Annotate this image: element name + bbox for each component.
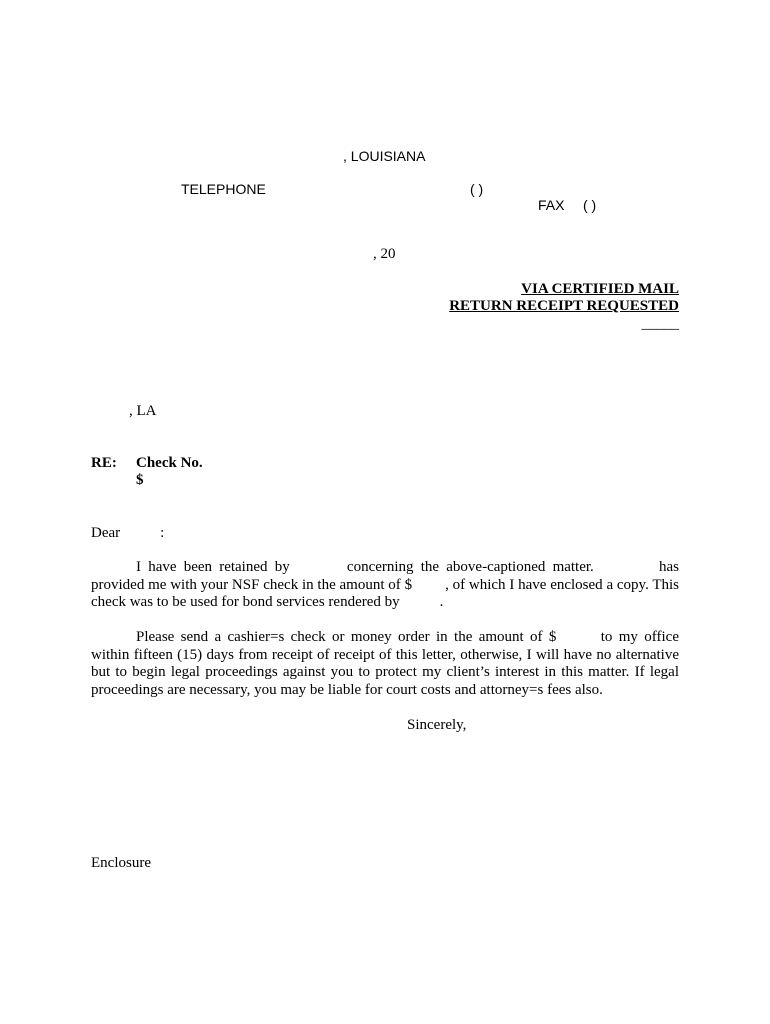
delivery-blank: _____ [641, 316, 679, 332]
body-paragraph-1: I have been retained by concerning the above-captioned matter. has provided me with your NSF check in the amount of $ , of which I have enclosed a copy. This check was to be used for bond services rendered by . [91, 559, 680, 610]
fax-label: FAX [538, 197, 565, 213]
date-line: , 20 [373, 246, 396, 262]
telephone-label: TELEPHONE [181, 181, 266, 197]
re-amount: $ [136, 472, 144, 488]
closing: Sincerely, [407, 717, 467, 733]
salutation-dear: Dear [91, 525, 121, 541]
telephone-number: ( ) [470, 181, 484, 197]
letterhead-state: , LOUISIANA [343, 148, 426, 164]
re-label: RE: [91, 455, 117, 471]
fax-number: ( ) [583, 197, 597, 213]
enclosure-note: Enclosure [91, 855, 151, 871]
delivery-line-2: RETURN RECEIPT REQUESTED [449, 298, 679, 314]
salutation-colon: : [160, 525, 165, 541]
salutation [91, 525, 164, 542]
body-paragraph-2: Please send a cashier=s check or money order in the amount of $ to my office within fifteen (15) days from receipt of receipt of this letter, otherwise, I will have no alternative but to begin legal proceedings against you to protect my client’s interest in this matter. If legal proceedings are necessary, you may be liable for court costs and attorney=s fees also. [91, 629, 679, 698]
address-city-state: , LA [129, 403, 157, 419]
delivery-line-1: VIA CERTIFIED MAIL [521, 281, 679, 297]
re-check-number: Check No. [136, 455, 203, 471]
